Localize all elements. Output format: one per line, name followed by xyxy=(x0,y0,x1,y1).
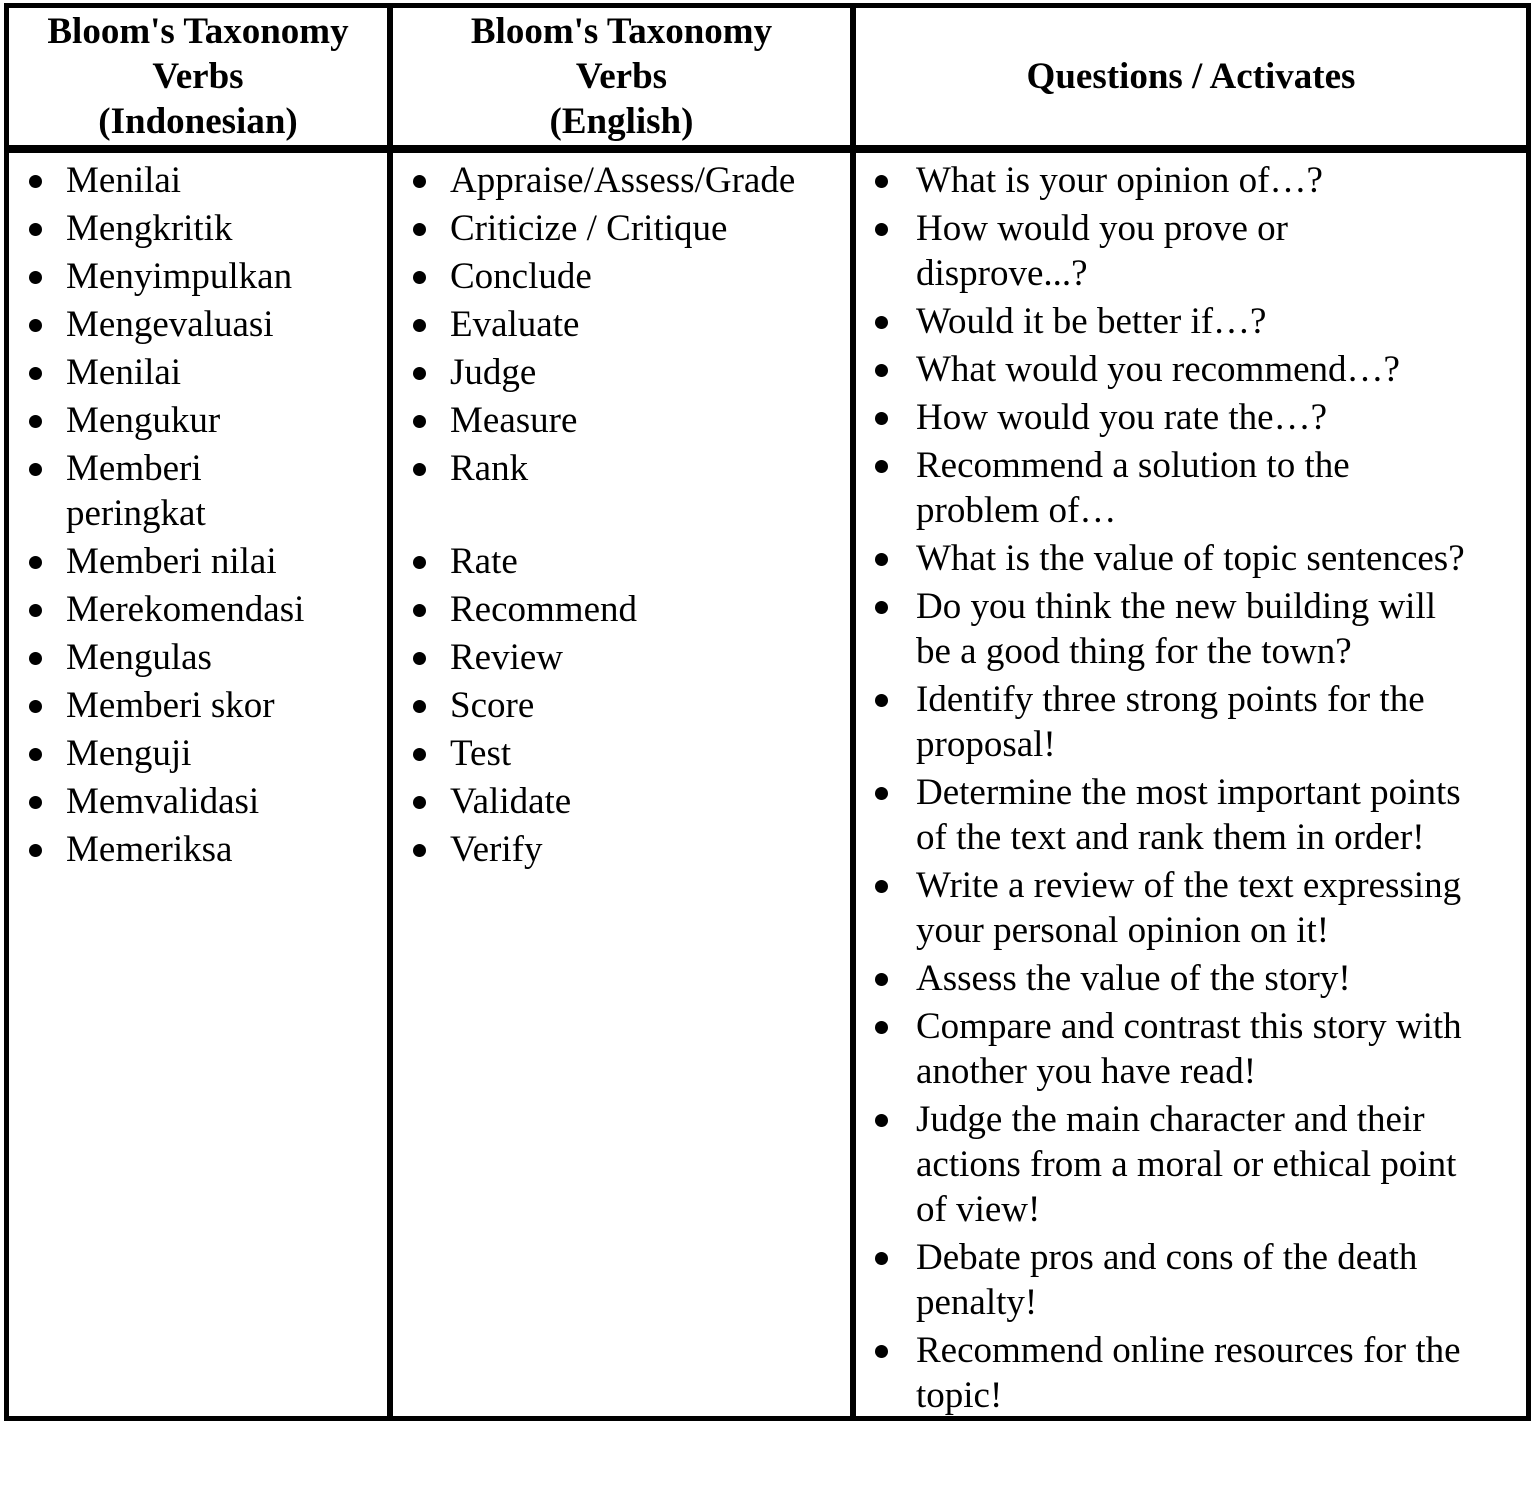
item-line: your personal opinion on it! xyxy=(916,910,1330,951)
list-item xyxy=(856,770,1526,860)
item-line: Would it be better if…? xyxy=(916,301,1267,342)
bullet-icon xyxy=(875,175,888,188)
bullet-icon xyxy=(413,367,426,380)
item-line: Review xyxy=(450,637,564,678)
bullet-icon xyxy=(29,748,42,761)
bullet-icon xyxy=(413,271,426,284)
bullet-icon xyxy=(413,319,426,332)
list-item xyxy=(856,395,1526,440)
bullet-icon xyxy=(875,1252,888,1265)
bullet-icon xyxy=(875,601,888,614)
item-line: be a good thing for the town? xyxy=(916,631,1352,672)
item-line: Mengkritik xyxy=(66,208,233,249)
list-item xyxy=(9,683,387,728)
header-line: (Indonesian) xyxy=(98,101,298,142)
item-line: Debate pros and cons of the death xyxy=(916,1237,1418,1278)
bullet-icon xyxy=(875,1345,888,1358)
list-item xyxy=(393,635,850,680)
item-line: What would you recommend…? xyxy=(916,349,1400,390)
bullet-icon xyxy=(875,553,888,566)
item-line: Recommend online resources for the xyxy=(916,1330,1461,1371)
bullet-icon xyxy=(29,700,42,713)
list-item xyxy=(856,299,1526,344)
item-line: Menguji xyxy=(66,733,192,774)
questions-list xyxy=(856,158,1526,1421)
list-item xyxy=(393,350,850,395)
list-item xyxy=(856,1328,1526,1418)
item-line: What is your opinion of…? xyxy=(916,160,1323,201)
bullet-icon xyxy=(29,415,42,428)
item-line: problem of… xyxy=(916,490,1117,531)
english-verbs-list xyxy=(393,158,850,875)
header-line: Verbs xyxy=(152,56,244,97)
list-item xyxy=(393,446,850,491)
header-questions xyxy=(856,8,1526,145)
item-line: of the text and rank them in order! xyxy=(916,817,1425,858)
item-line: Memberi xyxy=(66,448,202,489)
bullet-icon xyxy=(413,415,426,428)
bullet-icon xyxy=(29,796,42,809)
item-line: Compare and contrast this story with xyxy=(916,1006,1462,1047)
list-item xyxy=(9,254,387,299)
item-line: Recommend xyxy=(450,589,638,630)
list-item xyxy=(393,158,850,203)
list-item xyxy=(9,827,387,872)
item-line: proposal! xyxy=(916,724,1056,765)
item-line: Criticize / Critique xyxy=(450,208,728,249)
header-line: (English) xyxy=(549,101,694,142)
list-item xyxy=(9,635,387,680)
item-line: Menyimpulkan xyxy=(66,256,293,297)
bullet-icon xyxy=(875,1114,888,1127)
header-line: Questions / Activates xyxy=(1026,56,1356,97)
item-line: Menilai xyxy=(66,352,182,393)
list-item xyxy=(9,731,387,776)
list-item xyxy=(856,584,1526,674)
header-divider xyxy=(9,145,1526,153)
bullet-icon xyxy=(29,319,42,332)
header-line: Bloom's Taxonomy xyxy=(470,11,773,52)
item-line: Memberi skor xyxy=(66,685,275,726)
list-item xyxy=(9,206,387,251)
item-line: topic! xyxy=(916,1375,1003,1416)
header-line: Verbs xyxy=(575,56,668,97)
list-item xyxy=(856,206,1526,296)
bullet-icon xyxy=(413,748,426,761)
bullet-icon xyxy=(413,463,426,476)
bullet-icon xyxy=(875,880,888,893)
list-item xyxy=(9,779,387,824)
item-line: How would you prove or xyxy=(916,208,1289,249)
list-item xyxy=(393,683,850,728)
item-line: Memvalidasi xyxy=(66,781,260,822)
item-line: Verify xyxy=(450,829,543,870)
list-item xyxy=(393,731,850,776)
item-line: penalty! xyxy=(916,1282,1038,1323)
item-line: Validate xyxy=(450,781,572,822)
bullet-icon xyxy=(413,796,426,809)
bullet-icon xyxy=(413,604,426,617)
item-line: Test xyxy=(450,733,512,774)
list-item xyxy=(393,587,850,632)
item-line: Mengukur xyxy=(66,400,221,441)
bullet-icon xyxy=(29,604,42,617)
bullet-icon xyxy=(413,223,426,236)
item-line: How would you rate the…? xyxy=(916,397,1328,438)
bullet-icon xyxy=(29,652,42,665)
item-line: Recommend a solution to the xyxy=(916,445,1350,486)
list-item xyxy=(856,347,1526,392)
list-item xyxy=(393,398,850,443)
bullet-icon xyxy=(29,556,42,569)
list-item xyxy=(9,398,387,443)
item-line: Score xyxy=(450,685,535,726)
list-item xyxy=(393,206,850,251)
header-english xyxy=(393,8,850,145)
item-line: Measure xyxy=(450,400,578,441)
bullet-icon xyxy=(413,700,426,713)
list-item xyxy=(856,863,1526,953)
item-line: Assess the value of the story! xyxy=(916,958,1351,999)
bullet-icon xyxy=(413,175,426,188)
item-line: Do you think the new building will xyxy=(916,586,1437,627)
bullet-icon xyxy=(29,463,42,476)
item-line: Memberi nilai xyxy=(66,541,277,582)
list-spacer xyxy=(393,494,850,539)
item-line: Identify three strong points for the xyxy=(916,679,1425,720)
item-line: Rank xyxy=(450,448,529,489)
list-item xyxy=(856,956,1526,1001)
bullet-icon xyxy=(875,412,888,425)
bullet-icon xyxy=(413,652,426,665)
item-line: actions from a moral or ethical point xyxy=(916,1144,1457,1185)
bullet-icon xyxy=(875,460,888,473)
list-item xyxy=(856,1004,1526,1094)
item-line: Conclude xyxy=(450,256,592,297)
list-item xyxy=(856,677,1526,767)
bullet-icon xyxy=(29,271,42,284)
item-line: Write a review of the text expressing xyxy=(916,865,1462,906)
bullet-icon xyxy=(29,175,42,188)
list-item xyxy=(393,779,850,824)
list-item xyxy=(856,1097,1526,1232)
indonesian-verbs-list xyxy=(9,158,387,875)
bullet-icon xyxy=(875,316,888,329)
list-item xyxy=(393,827,850,872)
item-line: Merekomendasi xyxy=(66,589,305,630)
item-line: Judge the main character and their xyxy=(916,1099,1425,1140)
bullet-icon xyxy=(875,223,888,236)
bullet-icon xyxy=(413,844,426,857)
item-line: Menilai xyxy=(66,160,182,201)
item-line: Memeriksa xyxy=(66,829,233,870)
item-line: of view! xyxy=(916,1189,1041,1230)
bullet-icon xyxy=(875,364,888,377)
list-item xyxy=(9,302,387,347)
bullet-icon xyxy=(413,556,426,569)
list-item xyxy=(393,254,850,299)
item-line: another you have read! xyxy=(916,1051,1257,1092)
list-item xyxy=(9,587,387,632)
item-line: Mengulas xyxy=(66,637,212,678)
item-line: What is the value of topic sentences? xyxy=(916,538,1465,579)
header-indonesian xyxy=(9,8,387,145)
item-line: Appraise/Assess/Grade xyxy=(450,160,796,201)
list-item xyxy=(856,536,1526,581)
item-line: disprove...? xyxy=(916,253,1088,294)
list-item xyxy=(9,539,387,584)
header-line: Bloom's Taxonomy xyxy=(47,11,349,52)
list-item xyxy=(393,302,850,347)
bullet-icon xyxy=(875,1021,888,1034)
item-line: Mengevaluasi xyxy=(66,304,274,345)
bullet-icon xyxy=(29,844,42,857)
bullet-icon xyxy=(875,787,888,800)
list-item xyxy=(9,350,387,395)
bullet-icon xyxy=(875,694,888,707)
bullet-icon xyxy=(29,367,42,380)
bullet-icon xyxy=(875,973,888,986)
item-line: Determine the most important points xyxy=(916,772,1461,813)
list-item xyxy=(393,539,850,584)
list-item xyxy=(9,158,387,203)
list-item xyxy=(856,443,1526,533)
item-line: Rate xyxy=(450,541,518,582)
item-line: Evaluate xyxy=(450,304,580,345)
item-line: peringkat xyxy=(66,493,206,534)
bloom-taxonomy-table xyxy=(4,3,1531,1421)
list-item xyxy=(856,1235,1526,1325)
bullet-icon xyxy=(29,223,42,236)
item-line: Judge xyxy=(450,352,537,393)
list-item xyxy=(856,158,1526,203)
list-item xyxy=(9,446,387,536)
